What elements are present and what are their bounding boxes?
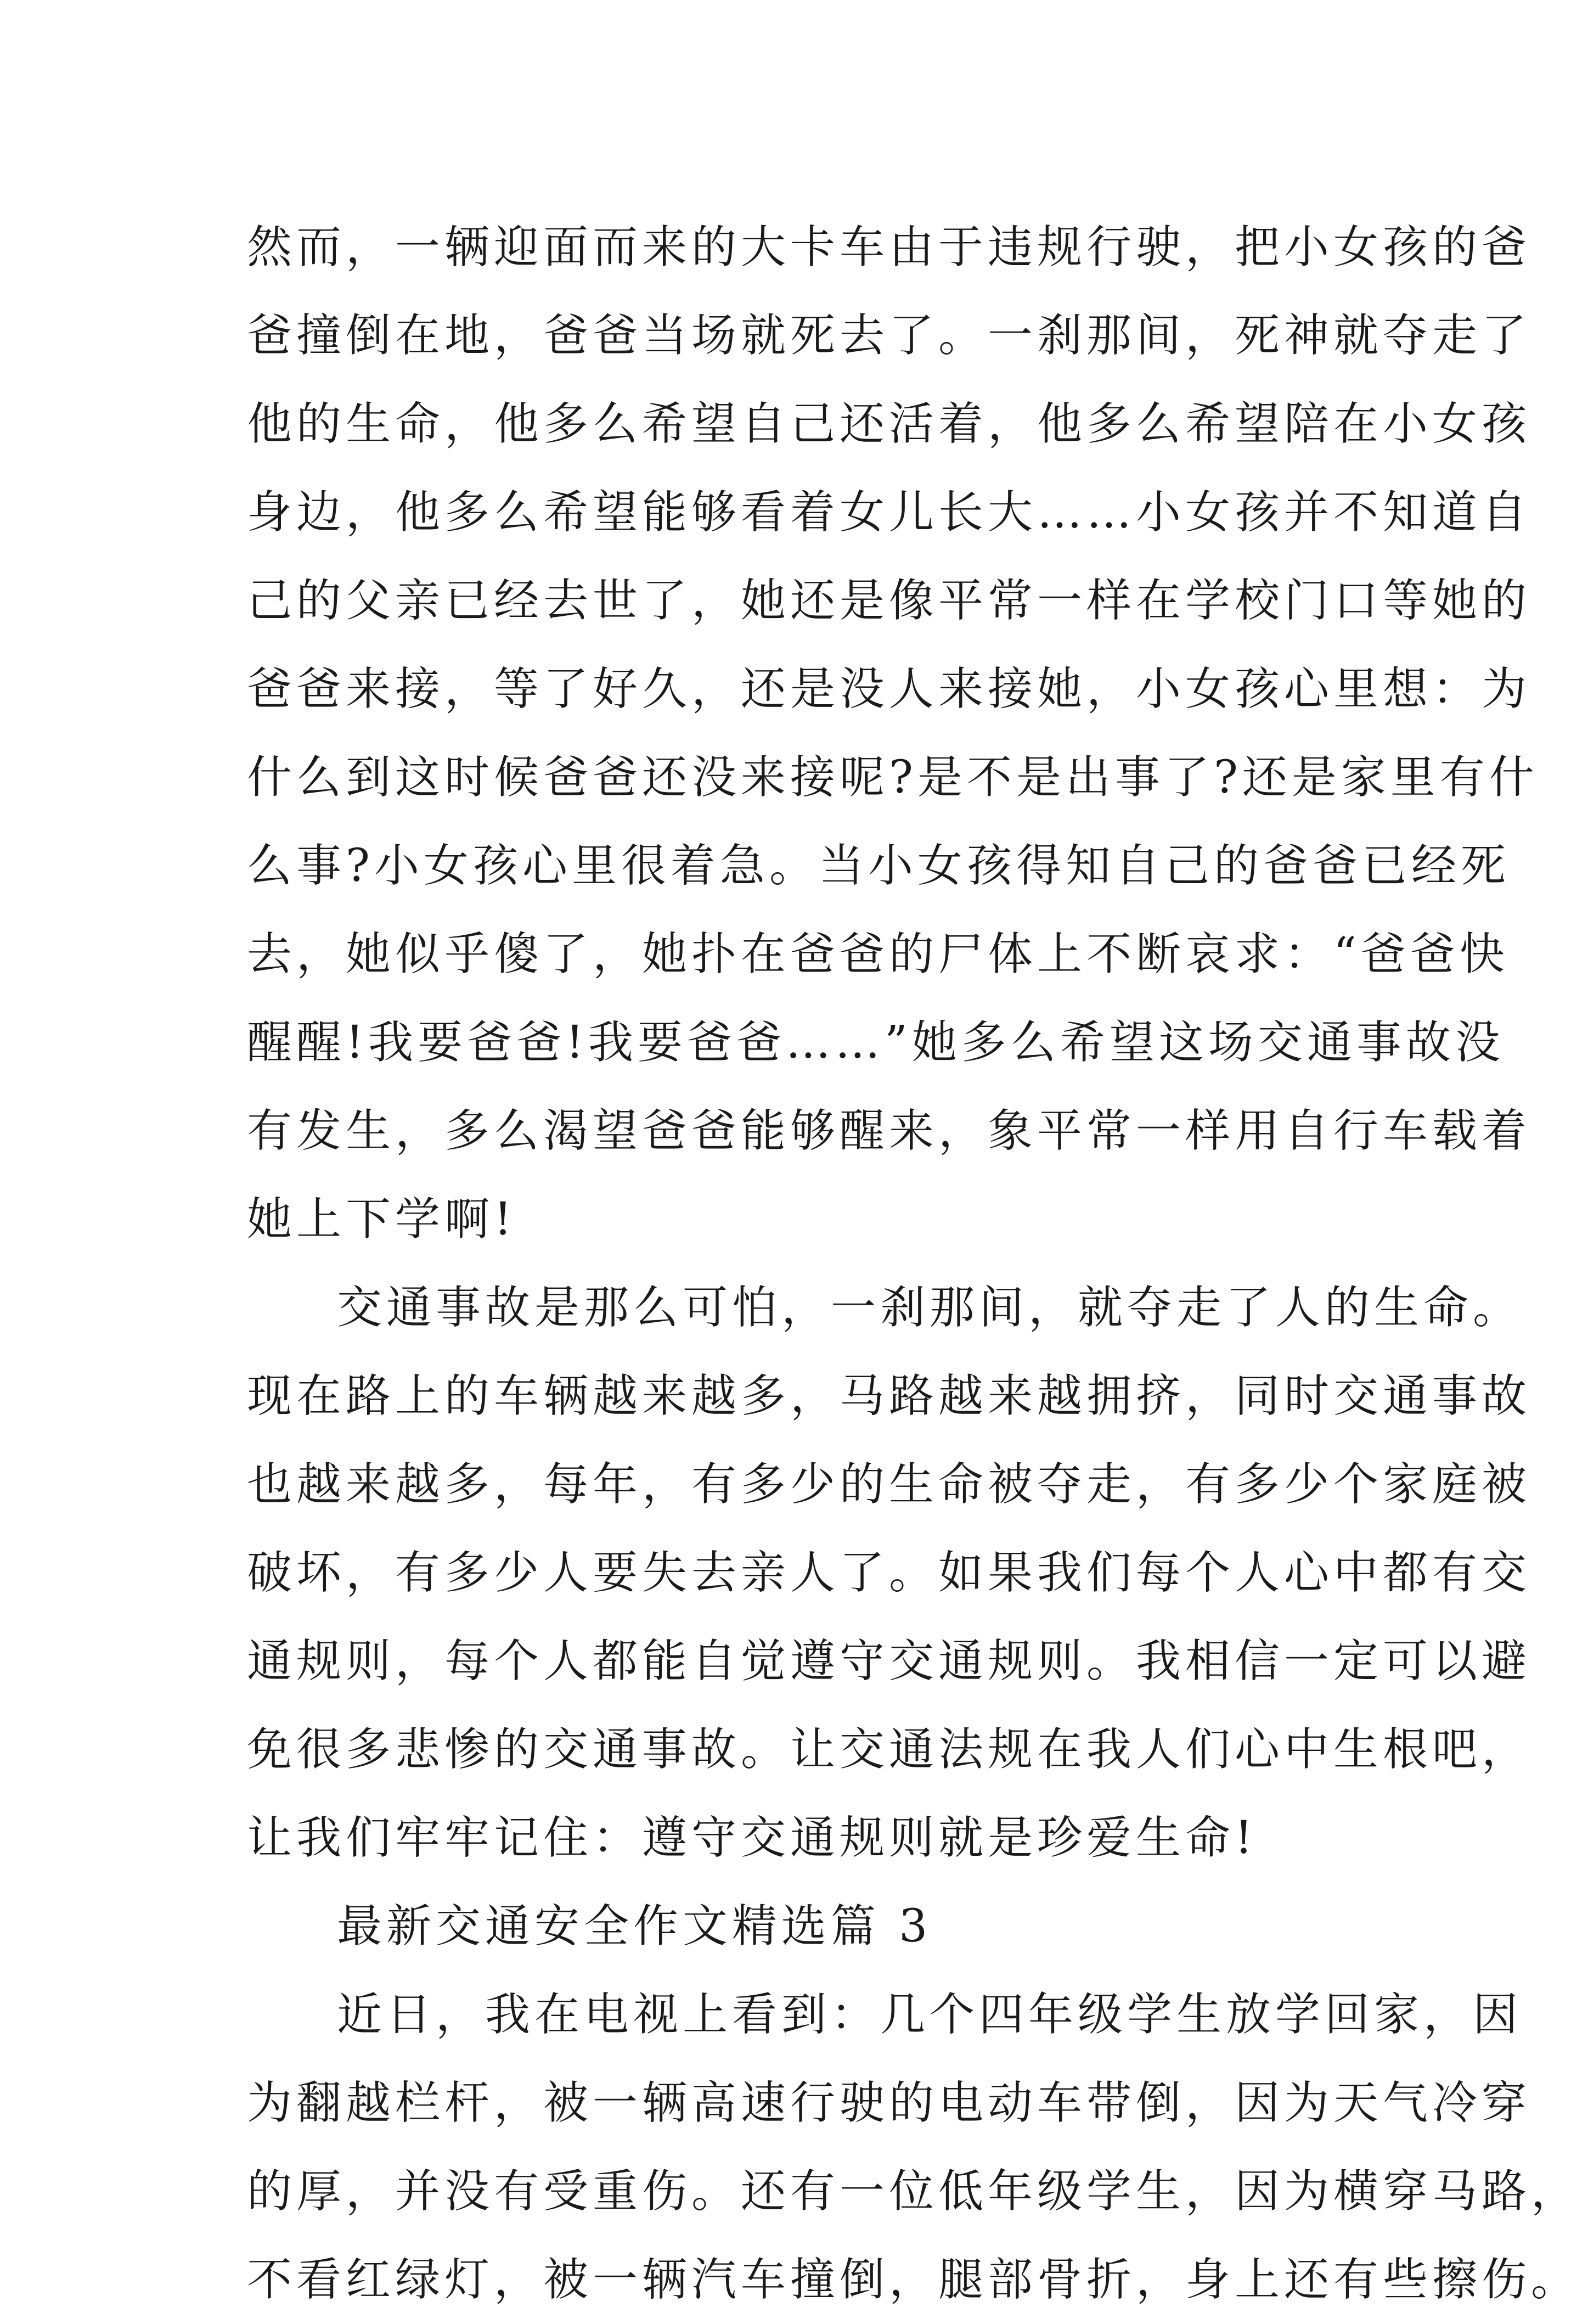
- paragraph-start-line: 近日，我在电视上看到：几个四年级学生放学回家，因: [337, 1989, 1523, 2041]
- section-heading: 最新交通安全作文精选篇 3: [337, 1900, 932, 1952]
- paragraph-start-line: 交通事故是那么可怕，一刹那间，就夺走了人的生命。: [337, 1282, 1523, 1334]
- text-line: 为翻越栏杆，被一辆高速行驶的电动车带倒，因为天气冷穿: [247, 2077, 1531, 2129]
- text-line: 破坏，有多少人要失去亲人了。如果我们每个人心中都有交: [247, 1547, 1531, 1599]
- text-line: 不看红绿灯，被一辆汽车撞倒，腿部骨折，身上还有些擦伤。: [247, 2254, 1581, 2306]
- text-line: 通规则，每个人都能自觉遵守交通规则。我相信一定可以避: [247, 1635, 1531, 1687]
- text-line: 么事?小女孩心里很着急。当小女孩得知自己的爸爸已经死: [247, 840, 1510, 892]
- text-line: 也越来越多，每年，有多少的生命被夺走，有多少个家庭被: [247, 1458, 1531, 1511]
- text-line: 爸爸来接，等了好久，还是没人来接她，小女孩心里想：为: [247, 663, 1531, 715]
- text-line: 去，她似乎傻了，她扑在爸爸的尸体上不断哀求：“爸爸快: [247, 928, 1509, 980]
- text-line: 的厚，并没有受重伤。还有一位低年级学生，因为横穿马路，: [247, 2165, 1581, 2218]
- text-line: 然而，一辆迎面而来的大卡车由于违规行驶，把小女孩的爸: [247, 221, 1531, 273]
- text-line: 有发生，多么渴望爸爸能够醒来，象平常一样用自行车载着: [247, 1105, 1531, 1157]
- text-line: 身边，他多么希望能够看着女儿长大……小女孩并不知道自: [247, 486, 1531, 538]
- text-line: 醒醒!我要爸爸!我要爸爸……”她多么希望这场交通事故没: [247, 1017, 1505, 1069]
- text-line: 免很多悲惨的交通事故。让交通法规在我人们心中生根吧，: [247, 1724, 1531, 1776]
- text-line: 她上下学啊!: [247, 1193, 516, 1245]
- text-line: 他的生命，他多么希望自己还活着，他多么希望陪在小女孩: [247, 398, 1531, 450]
- text-line: 己的父亲已经去世了，她还是像平常一样在学校门口等她的: [247, 575, 1531, 627]
- text-line: 让我们牢牢记住：遵守交通规则就是珍爱生命!: [247, 1812, 1257, 1864]
- text-line: 爸撞倒在地，爸爸当场就死去了。一刹那间，死神就夺走了: [247, 310, 1531, 362]
- text-line: 什么到这时候爸爸还没来接呢?是不是出事了?还是家里有什: [247, 751, 1539, 804]
- text-line: 现在路上的车辆越来越多，马路越来越拥挤，同时交通事故: [247, 1370, 1531, 1422]
- document-body: [247, 203, 1581, 2324]
